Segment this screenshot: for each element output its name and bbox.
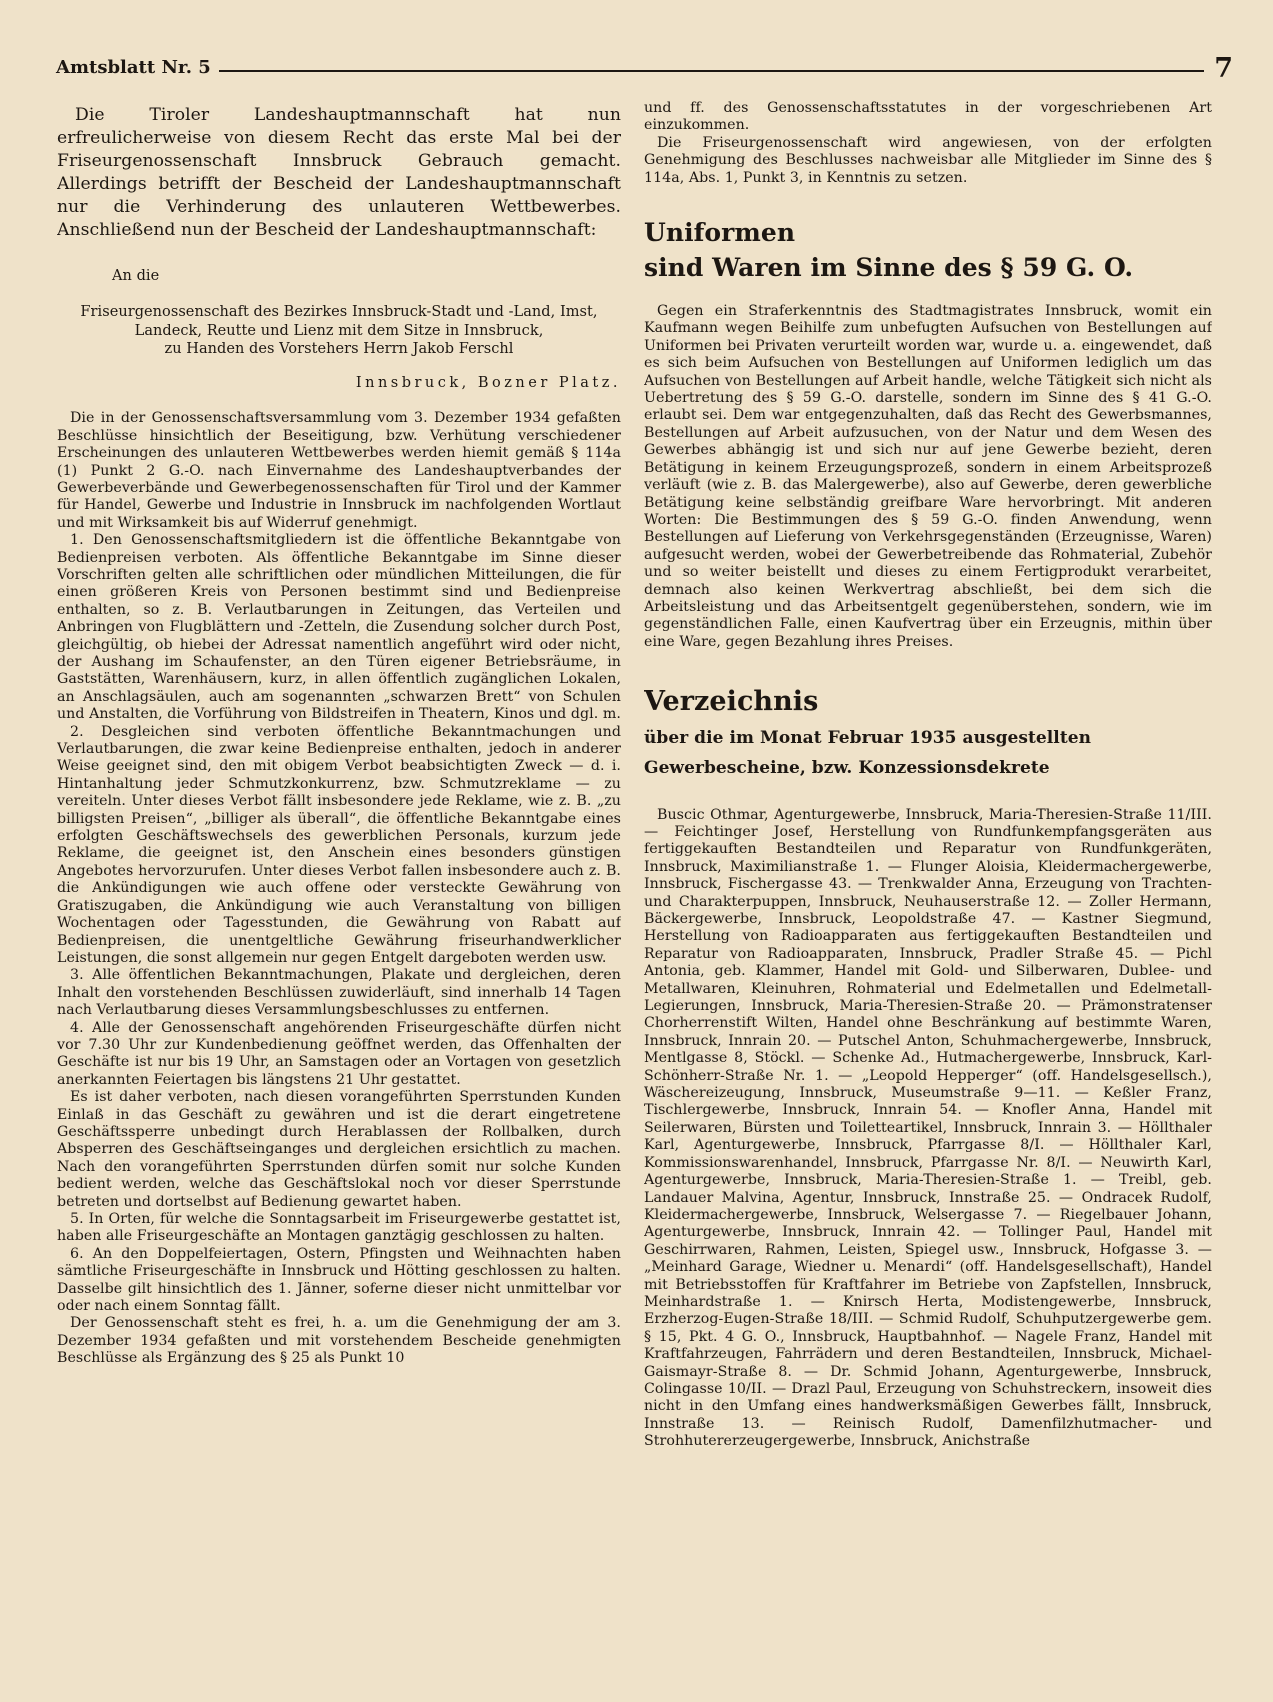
uniform-article-text: Gegen ein Straferkenntnis des Stadtmagistrates Innsbruck, womit ein Kaufmann wegen Beihilfe zum unbefugten Aufsuchen von Bestellungen auf Uniformen bei Privaten verurteilt worden war, wurde u. a. eingewendet, daß es sich beim Aufsuchen von Bestellungen auf Uniformen lediglich um das Aufsuchen von Bestellungen auf Arbeit handle, welche Tätigkeit sich nicht als Uebertretung des § 59 G.-O. darstelle, sondern im Sinne des § 41 G.-O. erlaubt sei. Dem war entgegenzuhalten, daß das Recht des Gewerbsmannes, Bestellungen auf Arbeit aufzusuchen, von der Natur und dem Wesen des Gewerbes abhängig ist und sich nur auf jene Gewerbe bezieht, deren Betätigung in keinem Erzeugungsprozeß, sondern in einem Arbeitsprozeß verläuft (wie z. B. das Malergewerbe), also auf Gewerbe, deren gewerbliche Betätigung keine selbständig greifbare Ware hervorbringt. Mit anderen Worten: Die Bestimmungen des § 59 G.-O. finden Anwendung, wenn Bestellungen auf Lieferung von Verkehrsgegenständen (Erzeugnisse, Waren) aufgesucht werden, wobei der Gewerbetreibende das Rohmaterial, Zubehör und so weiter beistellt und dieses zu einem Fertigprodukt verarbeitet, demnach also keinen Werkvertrag abschließt, bei dem sich die Arbeitsleistung und das Arbeitsentgelt gegenüberstehen, sondern, wie im gegenständlichen Falle, einen Kaufvertrag über ein Erzeugnis, mithin über eine Ware, gegen Bezahlung ihres Preises. [644, 303, 1212, 650]
address-line: Friseurgenossenschaft des Bezirkes Innsbruck-Stadt und -Land, Imst, Landeck, Reutte und Lienz mit dem Sitze in Innsbruck, [80, 304, 598, 339]
place-line: Innsbruck, Bozner Platz. [355, 374, 621, 391]
uniform-heading-line1: Uniformen [644, 218, 796, 248]
register-list: Buscic Othmar, Agenturgewerbe, Innsbruck, Maria-Theresien-Straße 11/III. — Feichtinger Josef, Herstellung von Rundfunkempfangsgeräten aus fertiggekauften Bestandteilen und Reparatur von Rundfunkgeräten, Innsbruck, Maximilianstraße 1. — Flunger Aloisia, Kleidermachergewerbe, Innsbruck, Fischergasse 43. — Trenkwalder Anna, Erzeugung von Trachten- und Charakterpuppen, Innsbruck, Neuhauserstraße 12. — Zoller Hermann, Bäckergewerbe, Innsbruck, Leopoldstraße 47. — Kastner Siegmund, Herstellung von Radioapparaten aus fertiggekauften Bestandteilen und Reparatur von Radioapparaten, Innsbruck, Pradler Straße 45. — Pichl Antonia, geb. Klammer, Handel mit Gold- und Silberwaren, Dublee- und Metallwaren, Kleinuhren, Rohmaterial und Edelmetallen und Edelmetall-Legierungen, Innsbruck, Maria-Theresien-Straße 20. — Prämonstratenser Chorherrenstift Wilten, Handel ohne Beschränkung auf bestimmte Waren, Innsbruck, Innrain 20. — Putschel Anton, Schuhmachergewerbe, Innsbruck, Mentlgasse 8, Stöckl. — Schenke Ad., Hutmachergewerbe, Innsbruck, Karl-Schönherr-Straße Nr. 1. — „Leopold Hepperger“ (off. Handelsgesellsch.), Wäschereizeugung, Innsbruck, Museumstraße 9—11. — Keßler Franz, Tischlergewerbe, Innsbruck, Innrain 54. — Knofler Anna, Handel mit Seilerwaren, Bürsten und Toiletteartikel, Innsbruck, Innrain 3. — Höllthaler Karl, Agenturgewerbe, Innsbruck, Pfarrgasse 8/I. — Höllthaler Karl, Kommissionswarenhandel, Innsbruck, Pfarrgasse Nr. 8/I. — Neuwirth Karl, Agenturgewerbe, Innsbruck, Maria-Theresien-Straße 1. — Treibl, geb. Landauer Malvina, Agentur, Innsbruck, Innstraße 25. — Ondracek Rudolf, Kleidermachergewerbe, Innsbruck, Welsergasse 7. — Riegelbauer Johann, Agenturgewerbe, Innsbruck, Innrain 42. — Tollinger Paul, Handel mit Geschirrwaren, Rahmen, Leisten, Spiegel usw., Innsbruck, Hofgasse 3. — „Meinhard Garage, Wiedner u. Menardi“ (off. Handelsgesellschaft), Handel mit Betriebsstoffen für Kraftfahrer im Betriebe von Zapfstellen, Innsbruck, Meinhardstraße 1. — Knirsch Herta, Modistengewerbe, Innsbruck, Erzherzog-Eugen-Straße 18/III. — Schmid Rudolf, Schuhputzergewerbe gem. § 15, Pkt. 4 G. O., Innsbruck, Hauptbahnhof. — Nagele Franz, Handel mit Kraftfahrzeugen, Fahrrädern und deren Bestandteilen, Innsbruck, Michael-Gaismayr-Straße 8. — Dr. Schmid Johann, Agenturgewerbe, Innsbruck, Colingasse 10/II. — Drazl Paul, Erzeugung von Schuhstreckern, insoweit dies nicht in den Umfang eines handwerksmäßigen Gewerbes fällt, Innsbruck, Innstraße 13. — Reinisch Rudolf, Damenfilzhutmacher- und Strohhutererzeugergewerbe, Innsbruck, Anichstraße [644, 806, 1212, 1450]
body-paragraph: Es ist daher verboten, nach diesen vorangeführten Sperrstunden Kunden Einlaß in das Geschäft zu gewähren und ist die derart eingetretene Geschäftssperre unbedingt durch Herablassen der Rollbalken, durch Absperren des Geschäftseinganges und dergleichen ersichtlich zu machen. Nach den vorangeführten Sperrstunden dürfen somit nur solche Kunden bedient werden, welche das Geschäftslokal noch vor dieser Sperrstunde betreten und dortselbst auf Bedienung gewartet haben. [57, 1089, 621, 1210]
body-paragraph: 6. An den Doppelfeiertagen, Ostern, Pfingsten und Weihnachten haben sämtliche Friseurgeschäfte in Innsbruck und Hötting geschlossen zu halten. Dasselbe gilt hinsichtlich des 1. Jänner, soferne dieser nicht unmittelbar vor oder nach einem Sonntag fällt. [57, 1245, 621, 1315]
register-subheading: über die im Monat Februar 1935 ausgestellten Gewerbescheine, bzw. Konzessionsdekrete [644, 727, 1091, 778]
uniform-heading [644, 215, 1212, 285]
page-number: 7 [1214, 53, 1233, 84]
instruction-paragraph: Die Friseurgenossenschaft wird angewiesen, von der erfolgten Genehmigung des Beschlusses nachweisbar alle Mitglieder im Sinne des § 114a, Abs. 1, Punkt 3, in Kenntnis zu setzen. [644, 134, 1212, 186]
publication-title: Amtsblatt Nr. 5 [56, 57, 211, 78]
right-column [644, 100, 1212, 1688]
header-rule [219, 70, 1204, 72]
address-line: zu Handen des Vorstehers Herrn Jakob Ferschl [164, 341, 514, 358]
continuation-paragraph: und ff. des Genossenschaftsstatutes in der vorgeschriebenen Art einzukommen. [644, 100, 1212, 134]
intro-paragraph: Die Tiroler Landeshauptmannschaft hat nun erfreulicherweise von diesem Recht das erste Mal bei der Friseurgenossenschaft Innsbruck Gebrauch gemacht. Allerdings betrifft der Bescheid der Landeshauptmannschaft nur die Verhinderung des unlauteren Wettbewerbes. Anschließend nun der Bescheid der Landeshauptmannschaft: [57, 105, 621, 240]
body-paragraph: Die in der Genossenschaftsversammlung vom 3. Dezember 1934 gefaßten Beschlüsse hinsichtlich der Beseitigung, bzw. Verhütung verschiedener Erscheinungen des unlauteren Wettbewerbes werden hiemit gemäß § 114a (1) Punkt 2 G.-O. nach Einvernahme des Landeshauptverbandes der Gewerbeverbände und Gewerbegenossenschaften für Tirol und der Kammer für Handel, Gewerbe und Industrie in Innsbruck im nachfolgenden Wortlaut und mit Wirksamkeit bis auf Widerruf genehmigt. [57, 410, 621, 531]
uniform-heading-line2: sind Waren im Sinne des § 59 G. O. [644, 253, 1134, 283]
body-paragraph: 1. Den Genossenschaftsmitgliedern ist die öffentliche Bekanntgabe von Bedienpreisen verboten. Als öffentliche Bekanntgabe im Sinne dieser Vorschriften gelten alle schriftlichen oder mündlichen Mitteilungen, die für einen größeren Kreis von Personen bestimmt sind und Bedienpreise enthalten, so z. B. Verlautbarungen in Zeitungen, das Verteilen und Anbringen von Flugblättern und -Zetteln, die Zusendung solcher durch Post, gleichgültig, ob hiebei der Adressat namentlich angeführt wird oder nicht, der Aushang im Schaufenster, an den Türen eigener Betriebsräume, in Gaststätten, Warenhäusern, kurz, in allen öffentlich zugänglichen Lokalen, an Anschlagsäulen, auch am sogenannten „schwarzen Brett“ von Schulen und Anstalten, die Vorführung von Bildstreifen in Theatern, Kinos und dgl. m. [57, 532, 621, 723]
address-to: An die [112, 268, 160, 284]
body-paragraph: 4. Alle der Genossenschaft angehörenden Friseurgeschäfte dürfen nicht vor 7.30 Uhr zur Kundenbedienung geöffnet werden, das Offenhalten der Geschäfte ist nur bis 19 Uhr, an Samstagen oder an Vortagen von gesetzlich anerkannten Feiertagen bis längstens 21 Uhr gestattet. [57, 1019, 621, 1088]
page-header [56, 52, 1233, 82]
address-block [57, 303, 621, 359]
left-column [57, 100, 621, 1688]
body-paragraph: 3. Alle öffentlichen Bekanntmachungen, Plakate und dergleichen, deren Inhalt den vorstehenden Beschlüssen zuwiderläuft, sind innerhalb 14 Tagen nach Verlautbarung dieses Versammlungsbeschlusses zu entfernen. [57, 967, 621, 1019]
body-paragraph: 5. In Orten, für welche die Sonntagsarbeit im Friseurgewerbe gestattet ist, haben alle Friseurgeschäfte an Montagen ganztägig geschlossen zu halten. [57, 1211, 621, 1245]
register-heading: Verzeichnis [644, 686, 819, 718]
body-paragraph: 2. Desgleichen sind verboten öffentliche Bekanntmachungen und Verlautbarungen, die zwar keine Bedienpreise enthalten, jedoch in anderer Weise geeignet sind, den mit obigem Verbot beabsichtigten Zweck — d. i. Hintanhaltung jeder Schmutzkonkurrenz, bzw. Schmutzreklame — zu vereiteln. Unter dieses Verbot fällt insbesondere jede Reklame, wie z. B. „zu billigsten Preisen“, „billiger als überall“, die öffentliche Bekanntgabe eines erfolgten Geschäftswechsels des gewerblichen Personals, kurzum jede Reklame, die geeignet ist, den Anschein eines besonders günstigen Angebotes hervorzurufen. Unter dieses Verbot fallen insbesondere auch z. B. die Ankündigungen wie auch offene oder versteckte Gewährung von Gratiszugaben, die Ankündigung wie auch Veranstaltung von billigen Wochentagen oder Tagesstunden, die Gewährung von Rabatt auf Bedienpreisen, die unentgeltliche Gewährung friseurhandwerklicher Leistungen, die sonst allgemein nur gegen Entgelt dargeboten werden usw. [57, 723, 621, 966]
body-paragraph: Der Genossenschaft steht es frei, h. a. um die Genehmigung der am 3. Dezember 1934 gefaßten und mit vorstehendem Bescheide genehmigten Beschlüsse als Ergänzung des § 25 als Punkt 10 [57, 1315, 621, 1367]
